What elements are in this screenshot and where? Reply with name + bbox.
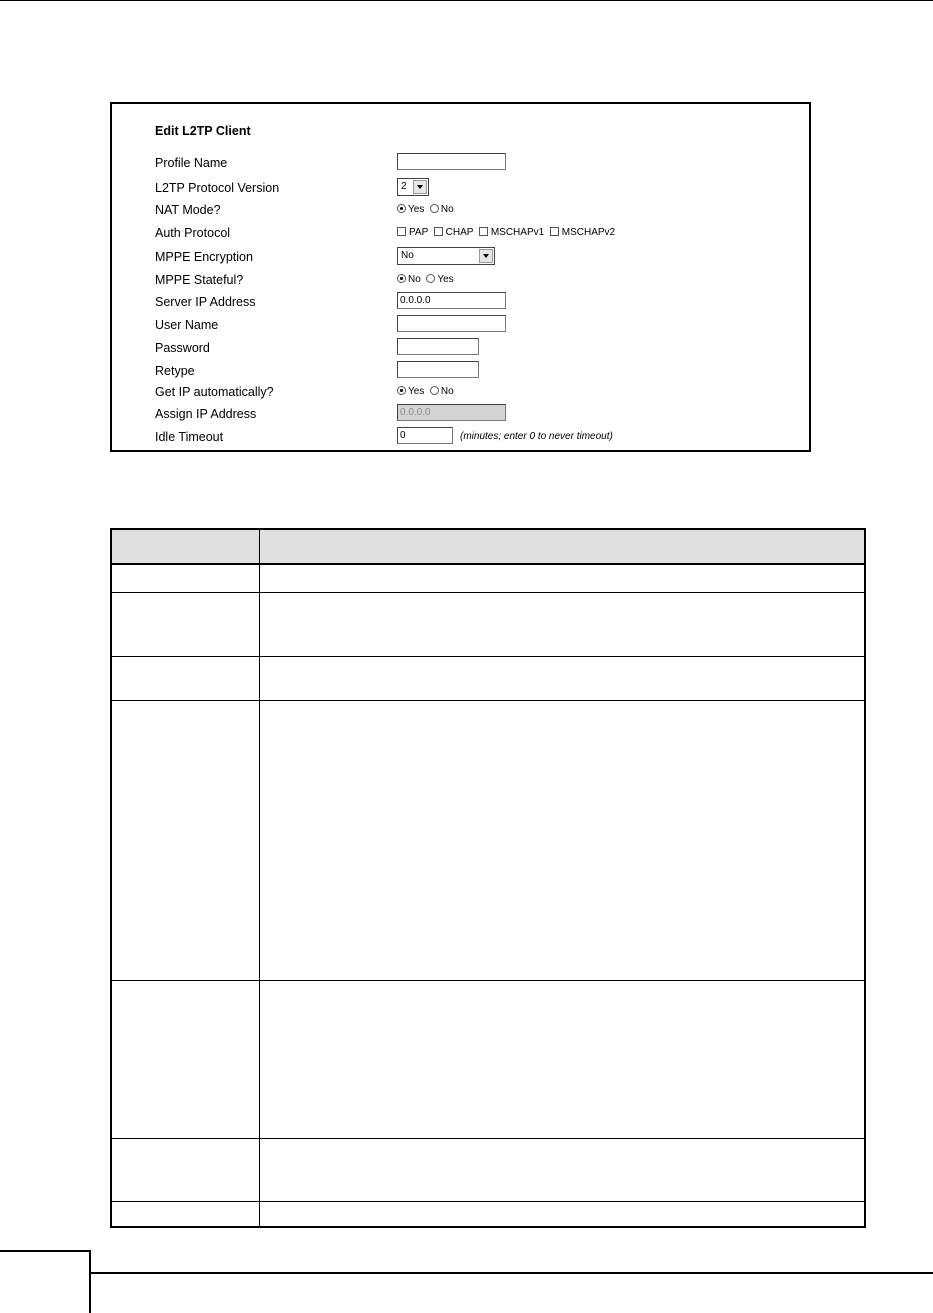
nat-mode-yes-label: Yes <box>408 204 425 215</box>
idle-timeout-note: (minutes; enter 0 to never timeout) <box>460 431 613 442</box>
server-ip-input[interactable]: 0.0.0.0 <box>397 292 506 309</box>
footer-rule <box>90 1272 933 1274</box>
table-column-divider <box>259 530 260 1226</box>
password-input[interactable] <box>397 338 479 355</box>
mppe-stateful-label: MPPE Stateful? <box>155 273 244 287</box>
mppe-stateful-radio-group <box>397 274 454 286</box>
description-table <box>110 528 866 1228</box>
idle-timeout-input[interactable]: 0 <box>397 427 453 444</box>
pap-checkbox[interactable] <box>397 227 406 236</box>
table-row <box>112 565 864 593</box>
nat-mode-label: NAT Mode? <box>155 203 221 217</box>
chevron-down-icon <box>479 249 493 263</box>
protocol-version-value: 2 <box>401 181 407 192</box>
mschapv1-label: MSCHAPv1 <box>490 227 545 238</box>
protocol-version-label: L2TP Protocol Version <box>155 181 280 195</box>
chap-label: CHAP <box>445 227 474 238</box>
mschapv2-checkbox[interactable] <box>550 227 559 236</box>
table-row <box>112 657 864 701</box>
get-ip-auto-yes-label: Yes <box>408 386 425 397</box>
profile-name-input[interactable] <box>397 153 506 170</box>
table-row <box>112 981 864 1139</box>
nat-mode-no-radio[interactable] <box>430 204 439 213</box>
password-label: Password <box>155 341 210 355</box>
table-row <box>112 593 864 657</box>
chap-checkbox[interactable] <box>434 227 443 236</box>
server-ip-label: Server IP Address <box>155 295 256 309</box>
auth-protocol-checkbox-group <box>397 227 615 239</box>
mppe-encryption-select[interactable] <box>397 247 495 265</box>
get-ip-auto-label: Get IP automatically? <box>155 385 274 399</box>
mschapv1-checkbox[interactable] <box>479 227 488 236</box>
get-ip-auto-radio-group <box>397 386 454 398</box>
mppe-encryption-value: No <box>401 250 414 261</box>
get-ip-auto-no-radio[interactable] <box>430 386 439 395</box>
mppe-stateful-no-label: No <box>408 274 421 285</box>
chevron-down-icon <box>413 180 427 194</box>
nat-mode-yes-radio[interactable] <box>397 204 406 213</box>
get-ip-auto-no-label: No <box>440 386 454 397</box>
panel-title: Edit L2TP Client <box>155 124 251 138</box>
edit-l2tp-client-panel <box>110 102 811 452</box>
profile-name-label: Profile Name <box>155 156 228 170</box>
page-number-box <box>0 1250 91 1313</box>
page-top-rule <box>0 0 933 1</box>
assign-ip-input[interactable]: 0.0.0.0 <box>397 404 506 421</box>
table-row <box>112 1202 864 1226</box>
table-row <box>112 1139 864 1202</box>
mppe-stateful-no-radio[interactable] <box>397 274 406 283</box>
idle-timeout-label: Idle Timeout <box>155 430 224 444</box>
protocol-version-select[interactable] <box>397 178 429 196</box>
retype-input[interactable] <box>397 361 479 378</box>
user-name-input[interactable] <box>397 315 506 332</box>
mppe-encryption-label: MPPE Encryption <box>155 250 253 264</box>
mppe-stateful-yes-radio[interactable] <box>426 274 435 283</box>
retype-label: Retype <box>155 364 195 378</box>
auth-protocol-label: Auth Protocol <box>155 226 231 240</box>
table-header-row <box>112 530 864 565</box>
table-row <box>112 701 864 981</box>
get-ip-auto-yes-radio[interactable] <box>397 386 406 395</box>
nat-mode-no-label: No <box>440 204 454 215</box>
mppe-stateful-yes-label: Yes <box>437 274 454 285</box>
assign-ip-label: Assign IP Address <box>155 407 257 421</box>
pap-label: PAP <box>409 227 429 238</box>
user-name-label: User Name <box>155 318 219 332</box>
nat-mode-radio-group <box>397 204 454 216</box>
mschapv2-label: MSCHAPv2 <box>561 227 616 238</box>
